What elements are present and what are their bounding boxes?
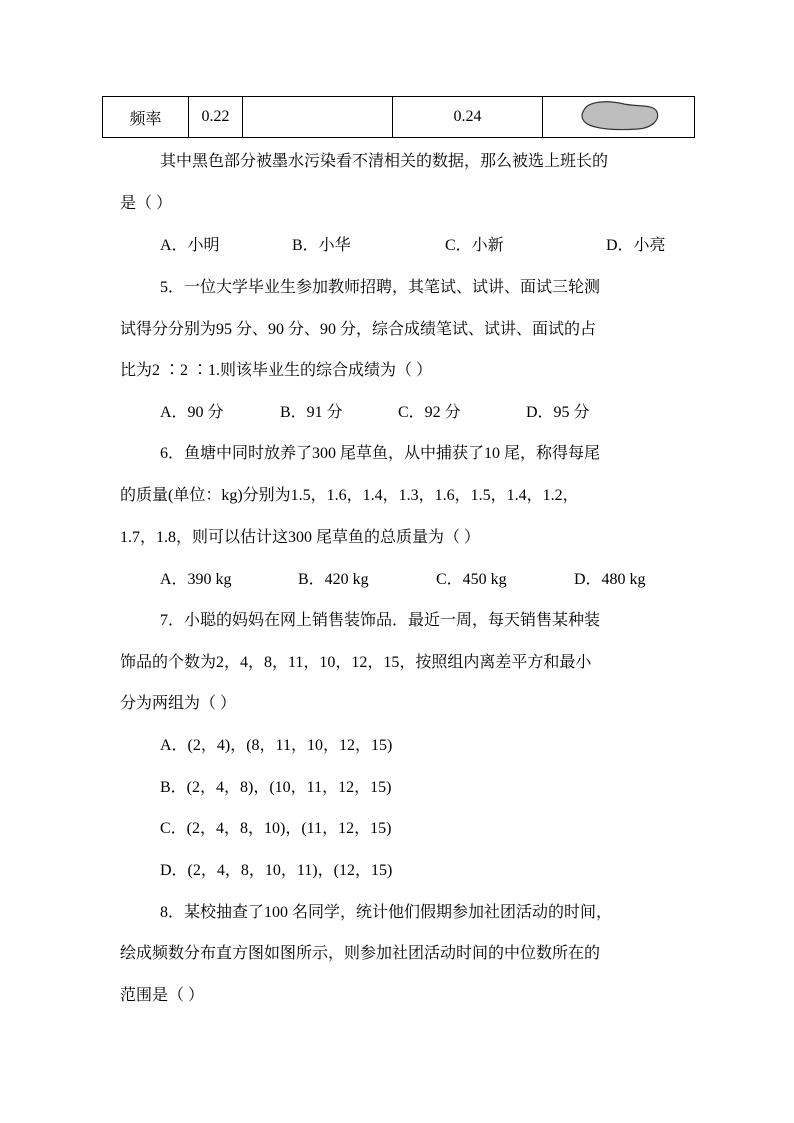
question-text: 7．小聪的妈妈在网上销售装饰品．最近一周，每天销售某种装 [160,612,601,629]
question-text: 5．一位大学毕业生参加教师招聘，其笔试、试讲、面试三轮测 [160,279,601,296]
question-text: 试得分分别为95 分、90 分、90 分，综合成绩笔试、试讲、面试的占 [120,321,597,338]
option-c: C．小新 [445,237,504,254]
question-text: 其中黑色部分被墨水污染看不清相关的数据，那么被选上班长的 [160,153,609,170]
option-a: A．(2，4)，(8，11，10，12，15) [160,737,393,754]
option-c: C．450 kg [436,571,507,588]
question-text: 绘成频数分布直方图如图所示，则参加社团活动时间的中位数所在的 [120,945,601,962]
table-cell: 0.24 [393,97,543,138]
option-d: D．(2，4，8，10，11)，(12，15) [160,862,393,879]
table-row [103,97,695,138]
question-text: 1.7，1.8，则可以估计这300 尾草鱼的总质量为（ ） [120,529,481,546]
question-text: 的质量(单位：kg)分别为1.5，1.6，1.4，1.3，1.6，1.5，1.4，1.2， [120,487,579,504]
option-d: D．95 分 [526,404,590,421]
option-d: D．小亮 [606,237,666,254]
question-text: 是（ ） [120,195,173,212]
question-text: 分为两组为（ ） [120,695,237,712]
question-text: 范围是（ ） [120,987,205,1004]
option-a: A．小明 [160,237,220,254]
ink-blot-icon [578,98,660,137]
row-label: 频率 [103,97,189,138]
question-text: 6．鱼塘中同时放养了300 尾草鱼，从中捕获了10 尾，称得每尾 [160,445,601,462]
table-cell-ink [543,97,695,138]
question-text: 比为2 ∶2 ∶1.则该毕业生的综合成绩为（ ） [120,362,433,379]
question-text: 8．某校抽查了100 名同学，统计他们假期参加社团活动的时间， [160,904,613,921]
option-c: C．92 分 [398,404,461,421]
table-cell [243,97,393,138]
option-c: C．(2，4，8，10)，(11，12，15) [160,820,392,837]
option-b: B．420 kg [298,571,369,588]
option-b: B．小华 [292,237,351,254]
option-a: A．90 分 [160,404,224,421]
frequency-table [102,96,695,138]
option-b: B．(2，4，8)，(10，11，12，15) [160,779,392,796]
option-a: A．390 kg [160,571,232,588]
option-d: D．480 kg [574,571,646,588]
option-b: B．91 分 [280,404,343,421]
table-cell: 0.22 [189,97,243,138]
question-text: 饰品的个数为2，4，8，11，10，12，15，按照组内离差平方和最小 [120,654,592,671]
